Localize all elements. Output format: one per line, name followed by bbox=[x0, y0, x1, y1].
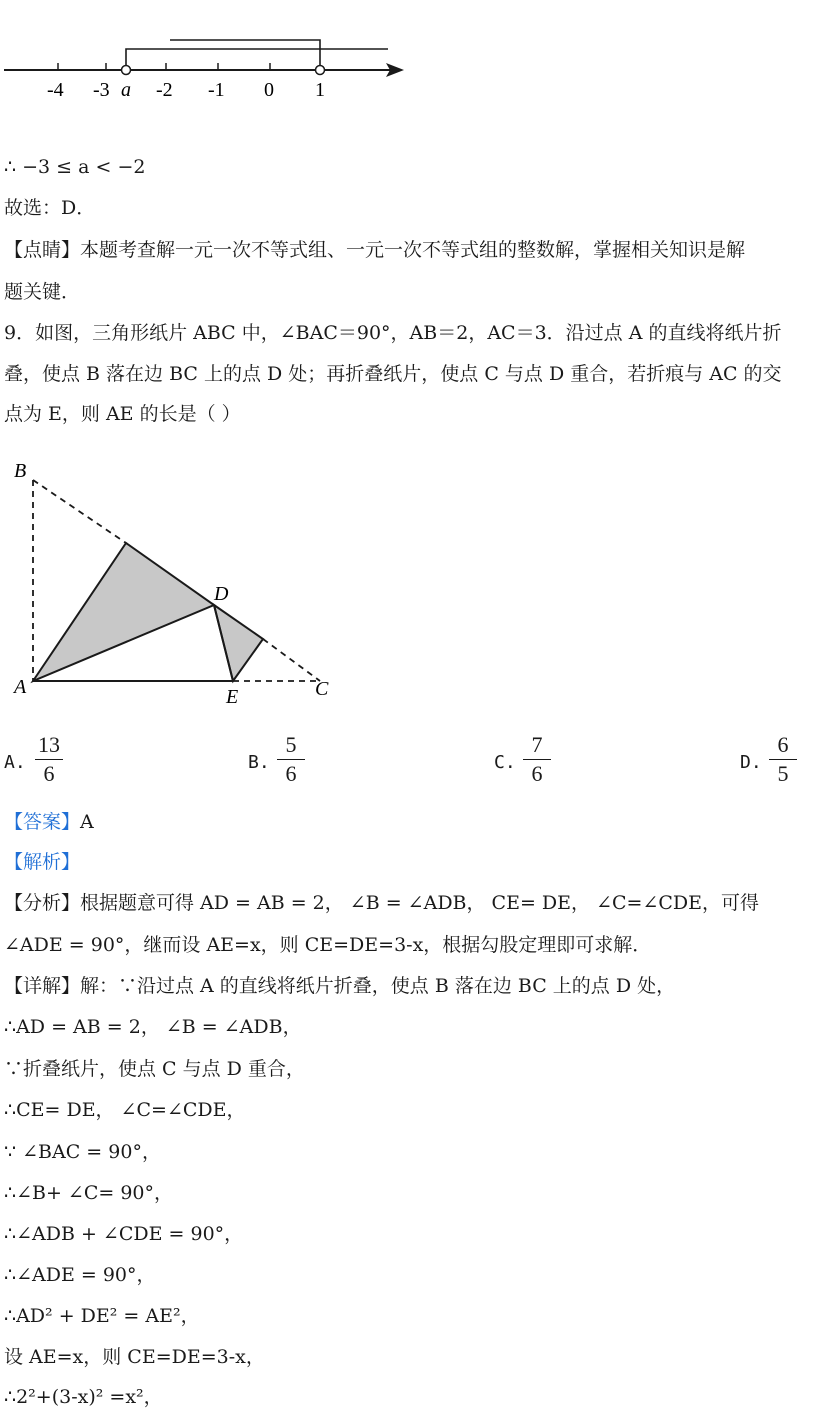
option-d-fraction bbox=[763, 733, 803, 786]
question-line-cont: 叠，使点 B 落在边 BC 上的点 D 处；再折叠纸片，使点 C 与点 D 重合，若折痕与 AC 的交 bbox=[4, 363, 782, 385]
tick-label: a bbox=[121, 79, 131, 101]
solution-line: 【详解】解：∵沿过点 A 的直线将纸片折叠，使点 B 落在边 BC 上的点 D 处， bbox=[4, 975, 676, 997]
solution-line: ∴AD = AB = 2， ∠B = ∠ADB， bbox=[4, 1016, 302, 1038]
option-a-fraction bbox=[29, 733, 69, 786]
denominator: 6 bbox=[531, 761, 543, 786]
denominator: 6 bbox=[285, 761, 297, 786]
answer-tag: 【答案】 bbox=[4, 811, 81, 833]
analysis-tag: 【解析】 bbox=[4, 851, 81, 873]
tick-label: -1 bbox=[208, 79, 225, 101]
solution-line: ∴CE= DE， ∠C=∠CDE， bbox=[4, 1099, 246, 1121]
question-line-end: 点为 E，则 AE 的长是（ ） bbox=[4, 403, 241, 425]
numerator: 6 bbox=[777, 732, 789, 757]
denominator: 6 bbox=[43, 761, 55, 786]
option-c-label: C. bbox=[494, 752, 516, 773]
label-E: E bbox=[226, 686, 239, 708]
comment-line: 【点睛】本题考查解一元一次不等式组、一元一次不等式组的整数解，掌握相关知识是解 bbox=[4, 239, 746, 261]
solution-line: ∴∠ADE = 90°， bbox=[4, 1264, 156, 1286]
label-B: B bbox=[14, 460, 27, 482]
option-b-label: B. bbox=[248, 752, 270, 773]
solution-line: ∴∠ADB + ∠CDE = 90°， bbox=[4, 1223, 244, 1245]
option-a-label: A. bbox=[4, 752, 26, 773]
tick-label: -3 bbox=[93, 79, 110, 101]
solution-line: 【分析】根据题意可得 AD = AB = 2， ∠B = ∠ADB， CE= DE， ∠C=∠CDE，可得 bbox=[4, 892, 760, 914]
number-line-figure bbox=[0, 30, 420, 110]
tick-label: -2 bbox=[156, 79, 173, 101]
numerator: 7 bbox=[531, 732, 543, 757]
shaded-triangle-ABD bbox=[33, 543, 214, 681]
tick-label: 1 bbox=[315, 79, 325, 101]
tick-label: 0 bbox=[264, 79, 274, 101]
solution-line: ∴AD² + DE² = AE²， bbox=[4, 1305, 200, 1327]
comment-line-cont: 题关键． bbox=[4, 281, 81, 303]
tick-label: -4 bbox=[47, 79, 64, 101]
label-D: D bbox=[214, 583, 229, 605]
solution-line: ∴∠B+ ∠C= 90°， bbox=[4, 1182, 174, 1204]
numerator: 5 bbox=[285, 732, 297, 757]
solution-line: ∵ ∠BAC = 90°， bbox=[4, 1141, 161, 1163]
answer-line bbox=[4, 809, 94, 835]
choice-line: 故选：D． bbox=[4, 197, 96, 219]
solution-line: 设 AE=x，则 CE=DE=3-x， bbox=[4, 1346, 265, 1368]
denominator: 5 bbox=[777, 761, 789, 786]
solution-line: ∠ADE = 90°，继而设 AE=x，则 CE=DE=3-x，根据勾股定理即可求解． bbox=[4, 934, 652, 956]
option-d-label: D. bbox=[740, 752, 762, 773]
solution-line: ∵折叠纸片，使点 C 与点 D 重合， bbox=[4, 1058, 305, 1080]
label-C: C bbox=[315, 678, 329, 700]
question-line: 9．如图，三角形纸片 ABC 中，∠BAC＝90°，AB＝2，AC＝3．沿过点 A 的直线将纸片折 bbox=[4, 322, 782, 344]
answer-value: A bbox=[80, 811, 94, 833]
option-c-fraction bbox=[517, 733, 557, 786]
conclusion-line: ∴ −3 ≤ a < −2 bbox=[4, 156, 146, 178]
option-b-fraction bbox=[271, 733, 311, 786]
shaded-triangle-DEC bbox=[214, 605, 263, 681]
triangle-figure bbox=[0, 455, 345, 710]
numerator: 13 bbox=[38, 732, 60, 757]
solution-line: ∴2²+(3-x)² =x²， bbox=[4, 1386, 163, 1408]
label-A: A bbox=[14, 676, 27, 698]
